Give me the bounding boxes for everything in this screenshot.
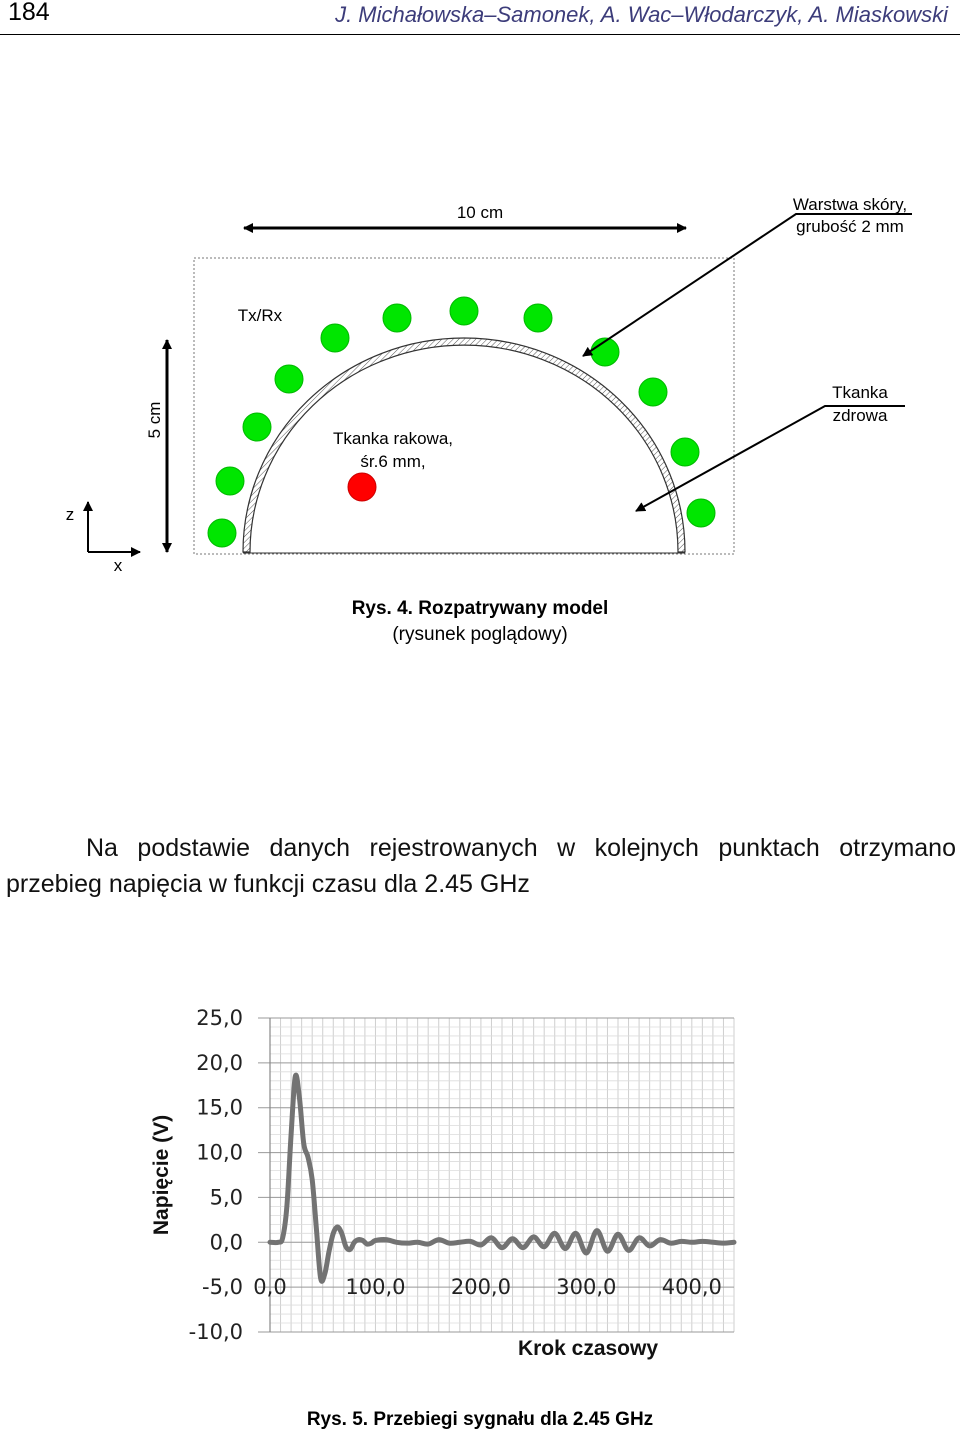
y-tick-label: 5,0 — [209, 1185, 243, 1210]
antenna-circle — [321, 324, 349, 352]
skin-layer — [243, 338, 685, 552]
txrx-label: Tx/Rx — [237, 306, 283, 325]
x-tick-label: 200,0 — [450, 1275, 511, 1300]
y-tick-label: 15,0 — [196, 1095, 243, 1120]
y-tick-label: -5,0 — [202, 1275, 243, 1300]
body-line-2: przebieg napięcia w funkcji czasu dla 2.45 GHz — [6, 870, 530, 898]
width-label: 10 cm — [456, 203, 504, 222]
y-tick-label: 10,0 — [196, 1140, 243, 1165]
x-tick-label: 400,0 — [661, 1275, 722, 1300]
antenna-circle — [243, 413, 271, 441]
axis-x-label: x — [113, 556, 123, 575]
antenna-circle — [383, 304, 411, 332]
y-axis-title: Napięcie (V) — [150, 1114, 173, 1236]
running-header-authors: J. Michałowska–Samonek, A. Wac–Włodarczyk, A. Miaskowski — [335, 2, 948, 27]
antenna-circle — [275, 365, 303, 393]
antenna-circle — [208, 519, 236, 547]
voltage-chart — [0, 990, 960, 1370]
figure4-caption-normal: (rysunek poglądowy) — [392, 624, 568, 645]
antenna-circle — [216, 467, 244, 495]
x-tick-label: 300,0 — [556, 1275, 617, 1300]
x-axis-title: Krok czasowy — [517, 1337, 659, 1360]
page-number: 184 — [8, 0, 50, 26]
header-rule — [0, 34, 960, 35]
figure4-caption-bold: Rys. 4. Rozpatrywany model — [351, 598, 609, 619]
y-tick-label: 20,0 — [196, 1050, 243, 1075]
x-tick-label: 100,0 — [345, 1275, 406, 1300]
y-tick-label: 25,0 — [196, 1006, 243, 1030]
tumor-circle — [348, 473, 376, 501]
y-tick-label: 0,0 — [209, 1230, 243, 1255]
antenna-circle — [450, 297, 478, 325]
skin-label-line1: Warstwa skóry, — [792, 195, 908, 214]
antenna-circle — [687, 499, 715, 527]
height-label: 5 cm — [145, 401, 164, 439]
tumor-label-line2: śr.6 mm, — [360, 452, 426, 471]
antenna-circle — [639, 378, 667, 406]
y-tick-label: -10,0 — [188, 1320, 243, 1344]
healthy-label-line2: zdrowa — [832, 406, 888, 425]
healthy-label-line1: Tkanka — [832, 383, 888, 402]
axis-z-label: z — [65, 505, 75, 524]
x-tick-label: 0,0 — [253, 1275, 287, 1300]
tumor-label-line1: Tkanka rakowa, — [333, 429, 453, 448]
skin-label-line2: grubość 2 mm — [796, 217, 904, 236]
figure5-caption: Rys. 5. Przebiegi sygnału dla 2.45 GHz — [306, 1409, 654, 1430]
body-paragraph — [6, 830, 956, 902]
body-line-1: Na podstawie danych rejestrowanych w kolejnych punktach otrzymano — [86, 834, 956, 862]
y-tick-labels — [189, 1006, 243, 1344]
figure-model-diagram — [0, 160, 960, 600]
antenna-circle — [671, 438, 699, 466]
antenna-circle — [524, 304, 552, 332]
